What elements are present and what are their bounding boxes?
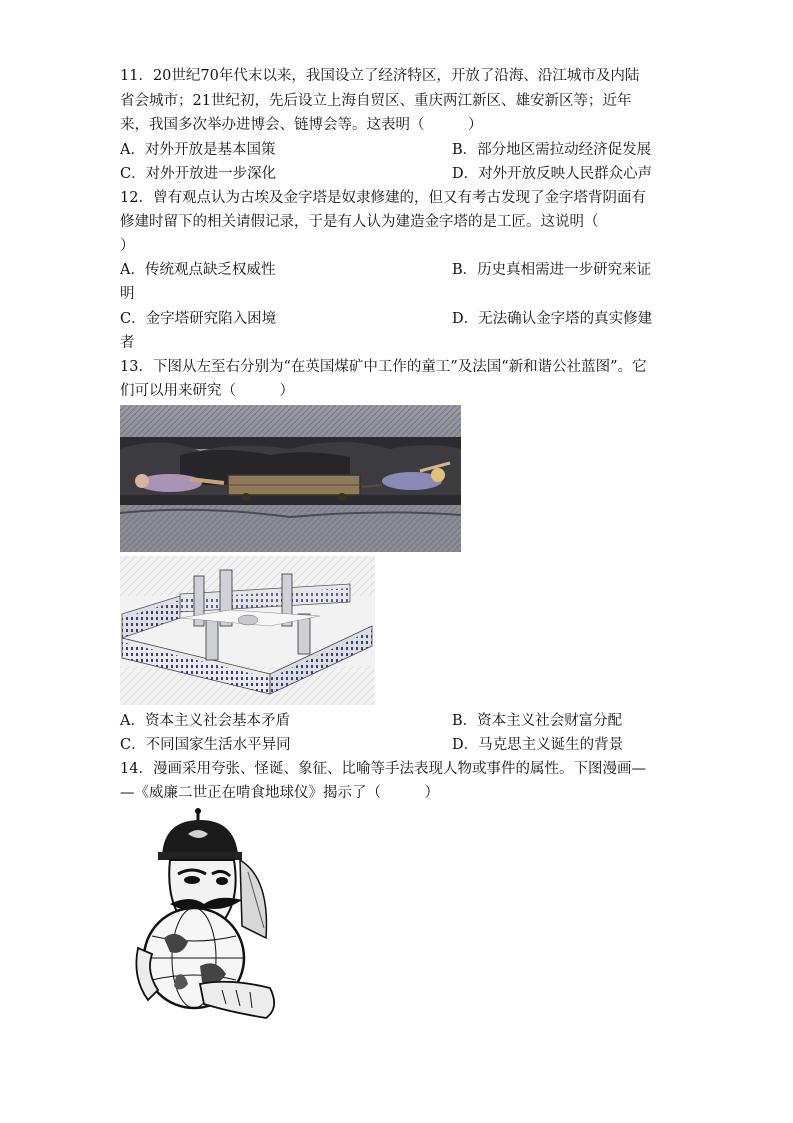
q14-stem-line-1: 14．漫画采用夸张、怪诞、象征、比喻等手法表现人物或事件的属性。下图漫画— bbox=[120, 761, 646, 777]
q12-option-d-continued: 者 bbox=[120, 335, 135, 351]
q12-stem-line-2: 修建时留下的相关请假记录，于是有人认为建造金字塔的是工匠。这说明（ bbox=[120, 214, 599, 230]
q11-option-a: A．对外开放是基本国策 bbox=[120, 142, 276, 158]
coal-mine-child-labor-image bbox=[120, 405, 461, 552]
q13-stem-line-2: 们可以用来研究（ ） bbox=[120, 383, 294, 399]
q11-option-b: B．部分地区需拉动经济促发展 bbox=[452, 142, 652, 158]
q12-option-b-continued: 明 bbox=[120, 286, 135, 302]
q13-option-d: D．马克思主义诞生的背景 bbox=[452, 737, 624, 753]
q14-stem-line-2: —《威廉二世正在啃食地球仪》揭示了（ ） bbox=[120, 785, 439, 801]
wilhelm-ii-globe-cartoon-image bbox=[130, 808, 310, 1023]
q11-stem-line-2: 省会城市；21世纪初，先后设立上海自贸区、重庆两江新区、雄安新区等；近年 bbox=[120, 93, 632, 109]
q13-option-c: C．不同国家生活水平异同 bbox=[120, 737, 291, 753]
q12-option-a: A．传统观点缺乏权威性 bbox=[120, 262, 276, 278]
q13-option-b: B．资本主义社会财富分配 bbox=[452, 713, 623, 729]
q11-option-c: C．对外开放进一步深化 bbox=[120, 166, 277, 182]
q11-stem-line-1: 11．20世纪70年代末以来，我国设立了经济特区，开放了沿海、沿江城市及内陆 bbox=[120, 68, 640, 84]
q11-option-d: D．对外开放反映人民群众心声 bbox=[452, 166, 653, 182]
q12-option-c: C．金字塔研究陷入困境 bbox=[120, 311, 277, 327]
q12-option-d: D．无法确认金字塔的真实修建 bbox=[452, 311, 653, 327]
q13-option-a: A．资本主义社会基本矛盾 bbox=[120, 713, 290, 729]
q12-stem-line-3: ） bbox=[120, 238, 135, 254]
q12-option-b: B．历史真相需进一步研究来证 bbox=[452, 262, 652, 278]
q12-stem-line-1: 12．曾有观点认为古埃及金字塔是奴隶修建的，但又有考古发现了金字塔背阴面有 bbox=[120, 190, 646, 206]
new-harmony-blueprint-image bbox=[120, 556, 375, 705]
q11-stem-line-3: 来，我国多次举办进博会、链博会等。这表明（ ） bbox=[120, 117, 483, 133]
q13-stem-line-1: 13．下图从左至右分别为“在英国煤矿中工作的童工”及法国“新和谐公社蓝图”。它 bbox=[120, 359, 647, 375]
